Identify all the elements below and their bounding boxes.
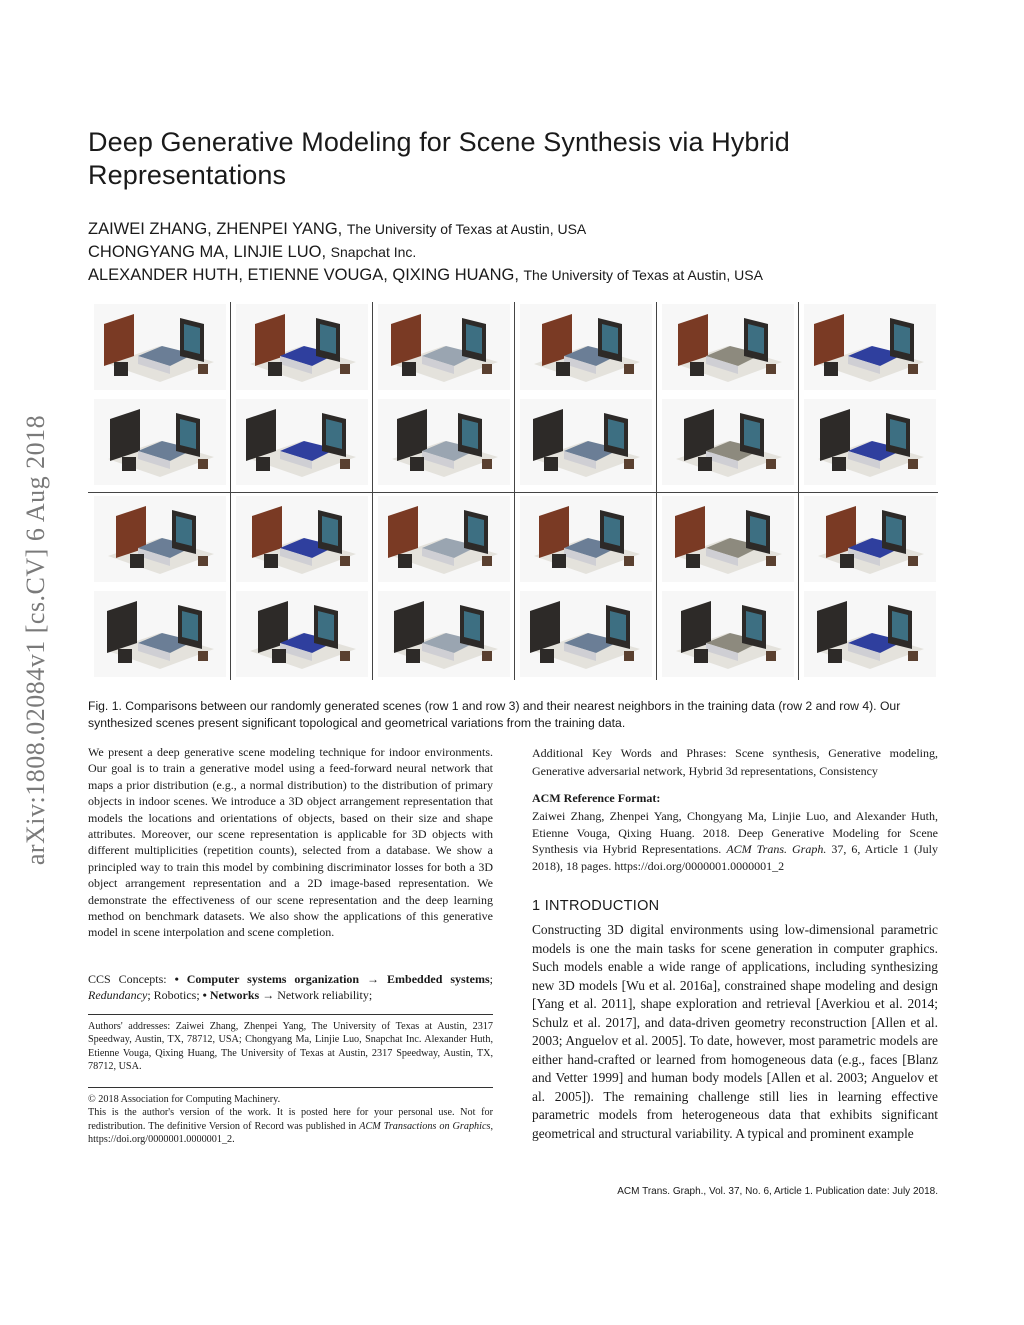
scene-thumbnail (662, 591, 794, 677)
figure-column-divider (798, 302, 799, 680)
scene-thumbnail (520, 399, 652, 485)
scene-thumbnail (378, 591, 510, 677)
copyright-doi[interactable]: , https://doi.org/0000001.0000001_2. (88, 1120, 493, 1146)
figure-column-divider (372, 302, 373, 680)
copyright-text: This is the author's version of the work. It is posted here for your personal use. Not for redistribution. The definitive Version of Record was published in (88, 1107, 493, 1132)
scene-thumbnail (236, 591, 368, 677)
acm-reference-heading: ACM Reference Format: (532, 791, 661, 805)
ccs-concept-1: • Computer systems organization → Embedded systems (174, 972, 490, 986)
scene-thumbnail (804, 399, 936, 485)
ccs-concept-redundancy: Redundancy (88, 988, 148, 1003)
footnote-rule (88, 1014, 493, 1015)
copyright-rule (88, 1087, 493, 1088)
figure-column-divider (514, 302, 515, 680)
scene-thumbnail (804, 496, 936, 582)
figure-column-divider (656, 302, 657, 680)
arxiv-sidebar (16, 350, 56, 930)
acm-ref-journal: ACM Trans. Graph. (726, 842, 827, 857)
keywords: Additional Key Words and Phrases: Scene synthesis, Generative modeling, Generative adversarial network, Hybrid 3d representations, Consistency (532, 746, 938, 778)
author-line-3 (88, 264, 763, 286)
scene-thumbnail (804, 591, 936, 677)
scene-thumbnail (236, 399, 368, 485)
ccs-sep-2: ; Robotics; (147, 988, 203, 1003)
scene-thumbnail (378, 399, 510, 485)
acm-reference-text (532, 808, 938, 874)
figure-row-divider (88, 492, 938, 493)
scene-thumbnail (520, 304, 652, 390)
scene-thumbnail (236, 496, 368, 582)
scene-thumbnail (662, 399, 794, 485)
author-names: ZAIWEI ZHANG, ZHENPEI YANG, (88, 220, 343, 238)
arxiv-identifier[interactable]: arXiv:1808.02084v1 [cs.CV] 6 Aug 2018 (21, 414, 50, 866)
scene-thumbnail (378, 304, 510, 390)
paper-title: Deep Generative Modeling for Scene Synthesis via Hybrid Representations (88, 127, 790, 190)
abstract: We present a deep generative scene modeling technique for indoor environments. Our goal is to train a generative model using a feed-forward neural network that maps a prior distribution (e.g., a normal distribution) to the distribution of primary objects in indoor scenes. We introduce a 3D object arrangement representation that models the locations and orientations of objects, based on their size and shape attributes. Moreover, our scene representation is applicable for 3D objects with different multiplicities (repetition counts), selected from a database. We show a principled way to train this model by combining discriminator losses for both a 3D object arrangement representation and a 2D image-based representation. We demonstrate the effectiveness of our scene representation and the deep learning method on benchmark datasets. We also show the applications of this generative model in scene interpolation and scene completion. (88, 745, 493, 940)
author-names: CHONGYANG MA, LINJIE LUO, (88, 243, 327, 261)
figure-column-divider (230, 302, 231, 680)
copyright-notice (88, 1106, 493, 1146)
journal-name: ACM Transactions on Graphics (359, 1120, 491, 1132)
ccs-concepts (88, 971, 493, 1004)
scene-thumbnail (94, 591, 226, 677)
author-line-1 (88, 218, 586, 240)
section-heading-introduction: 1 INTRODUCTION (532, 898, 660, 914)
acm-ref-doi[interactable]: 37, 6, Article 1 (July 2018), 18 pages. https://doi.org/0000001.0000001_2 (532, 842, 938, 873)
author-names: ALEXANDER HUTH, ETIENNE VOUGA, QIXING HUANG, (88, 266, 519, 284)
scene-thumbnail (662, 304, 794, 390)
scene-thumbnail (662, 496, 794, 582)
copyright-line: © 2018 Association for Computing Machinery. (88, 1094, 281, 1105)
ccs-sep: ; (489, 972, 493, 986)
author-line-2 (88, 241, 416, 263)
acm-ref-citation: Zaiwei Zhang, Zhenpei Yang, Chongyang Ma, Linjie Luo, and Alexander Huth, Etienne Vouga, Qixing Huang. 2018. Deep Generative Modeling for Scene Synthesis via Hybrid Representations. (532, 809, 938, 857)
scene-thumbnail (94, 304, 226, 390)
scene-thumbnail (378, 496, 510, 582)
author-affiliation: The University of Texas at Austin, USA (523, 267, 763, 283)
introduction-body: Constructing 3D digital environments using low-dimensional parametric models is one the main tasks for scene generation in computer graphics. Such models enable a wide range of applications, including synthesizing new 3D models [Wu et al. 2016a], constrained shape modeling and design [Yang et al. 2011], shape exploration and retrieval [Averkiou et al. 2014; Schulz et al. 2017], and data-driven geometry reconstruction [Allen et al. 2003; Anguelov et al. 2005]. To date, however, most parametric models are either hand-crafted or learned from homogeneous data (e.g., faces [Blanz and Vetter 1999] and human body models [Allen et al. 2003; Anguelov et al. 2005]). The remaining challenge still lies in learning effective parametric models from heterogeneous data that exhibits significant geometrical and structural variability. A typical and prominent example (532, 922, 938, 1141)
author-affiliation: The University of Texas at Austin, USA (346, 221, 587, 237)
acm-reference (532, 790, 938, 874)
ccs-prefix: CCS Concepts: (88, 972, 175, 986)
figure-caption: Fig. 1. Comparisons between our randomly generated scenes (row 1 and row 3) and their nearest neighbors in the training data (row 2 and row 4). Our synthesized scenes present significant topological and geometrical variations from the training data. (88, 699, 901, 730)
scene-thumbnail (94, 496, 226, 582)
scene-thumbnail (520, 496, 652, 582)
page-footer: ACM Trans. Graph., Vol. 37, No. 6, Article 1. Publication date: July 2018. (617, 1186, 938, 1197)
scene-thumbnail (520, 591, 652, 677)
authors-addresses: Authors' addresses: Zaiwei Zhang, Zhenpei Yang, The University of Texas at Austin, 2317 Speedway, Austin, TX, 78712, USA; Chongyang Ma, Linjie Luo, Snapchat Inc. Alexander Huth, Etienne Vouga, Qixing Huang, The University of Texas at Austin, 2317 Speedway, Austin, TX, 78712, USA. (88, 1021, 493, 1073)
scene-thumbnail (94, 399, 226, 485)
author-affiliation: Snapchat Inc. (330, 244, 417, 260)
scene-thumbnail (804, 304, 936, 390)
ccs-tail: → Network reliability; (259, 988, 373, 1003)
copyright-block (88, 1093, 493, 1147)
scene-thumbnail (236, 304, 368, 390)
ccs-concept-2: • Networks (202, 988, 260, 1003)
